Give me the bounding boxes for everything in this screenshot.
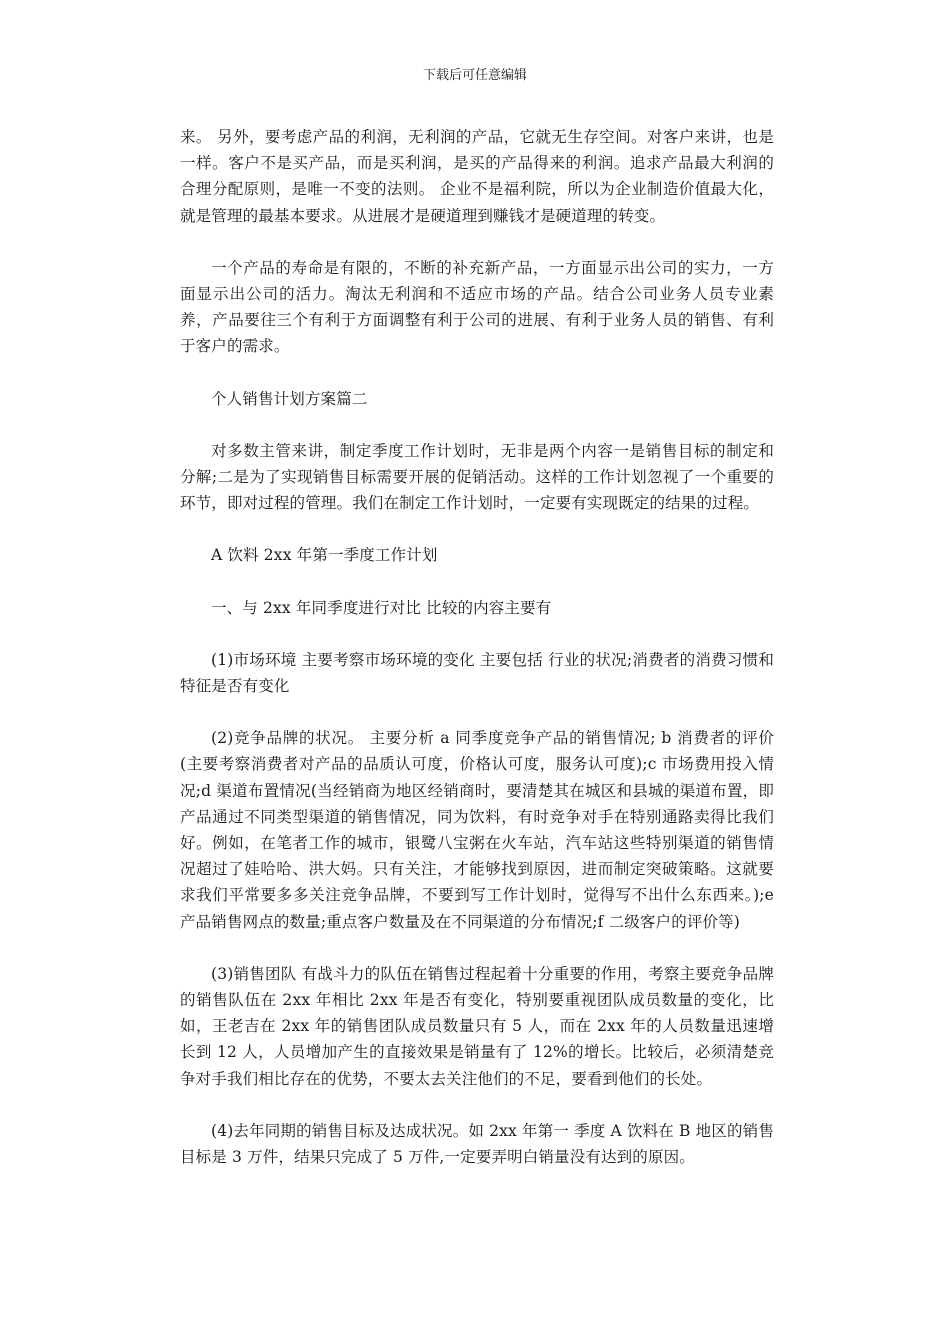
paragraph-quarterly-plan-intro: 对多数主管来讲，制定季度工作计划时，无非是两个内容一是销售目标的制定和分解;二是为了实现销售目标需要开展的促销活动。这样的工作计划忽视了一个重要的环节，即对过程的管理。我们在制定工作计划时，一定要有实现既定的结果的过程。	[180, 441, 774, 513]
paragraph-profit-principle: 来。 另外，要考虑产品的利润，无利润的产品，它就无生存空间。对客户来讲，也是一样。客户不是买产品，而是买利润，是买的产品得来的利润。追求产品最大利润的合理分配原则，是唯一不变的法则。 企业不是福利院，所以为企业制造价值最大化，就是管理的最基本要求。从进展才是硬道理到赚钱才是硬道理的转变。	[180, 128, 774, 225]
page-header-note: 下载后可任意编辑	[422, 68, 527, 83]
paragraph-last-year-target: (4)去年同期的销售目标及达成状况。如 2xx 年第一 季度 A 饮料在 B 地区的销售目标是 3 万件，结果只完成了 5 万件,一定要弄明白销量没有达到的原因。	[180, 1121, 774, 1167]
section-heading-plan-two: 个人销售计划方案篇二	[211, 389, 368, 408]
section-heading-q1-plan: A 饮料 2xx 年第一季度工作计划	[211, 546, 438, 565]
paragraph-market-environment: (1)市场环境 主要考察市场环境的变化 主要包括 行业的状况;消费者的消费习惯和特征是否有变化	[180, 650, 774, 696]
paragraph-competitor-brands: (2)竞争品牌的状况。 主要分析 a 同季度竞争产品的销售情况; b 消费者的评价(主要考察消费者对产品的品质认可度，价格认可度，服务认可度);c 市场费用投入情况;d 渠道布置情况(当经销商为地区经销商时，要清楚其在城区和县城的渠道布置，即产品通过不同类型渠道的销售情况，同为饮料，有时竞争对手在特别通路卖得比我们好。例如，在笔者工作的城市，银鹭八宝粥在火车站，汽车站这些特别渠道的销售情况超过了娃哈哈、洪大妈。只有关注，才能够找到原因，进而制定突破策略。这就要求我们平常要多多关注竞争品牌，不要到写工作计划时，觉得写不出什么东西来。);e 产品销售网点的数量;重点客户数量及在不同渠道的分布情况;f 二级客户的评价等)	[180, 729, 774, 931]
paragraph-sales-team: (3)销售团队 有战斗力的队伍在销售过程起着十分重要的作用，考察主要竞争品牌的销售队伍在 2xx 年相比 2xx 年是否有变化，特别要重视团队成员数量的变化，比如，王老吉在 2xx 年的销售团队成员数量只有 5 人，而在 2xx 年的人员数量迅速增长到 12 人，人员增加产生的直接效果是销量有了 12%的增长。比较后，必须清楚竞争对手我们相比存在的优势，不要太去关注他们的不足，要看到他们的长处。	[180, 964, 774, 1088]
paragraph-product-lifecycle: 一个产品的寿命是有限的，不断的补充新产品，一方面显示出公司的实力，一方面显示出公司的活力。淘汰无利润和不适应市场的产品。结合公司业务人员专业素养，产品要往三个有利于方面调整有利于公司的进展、有利于业务人员的销售、有利于客户的需求。	[180, 258, 774, 356]
document-body	[180, 124, 774, 1196]
subheading-comparison: 一、与 2xx 年同季度进行对比 比较的内容主要有	[211, 598, 552, 617]
